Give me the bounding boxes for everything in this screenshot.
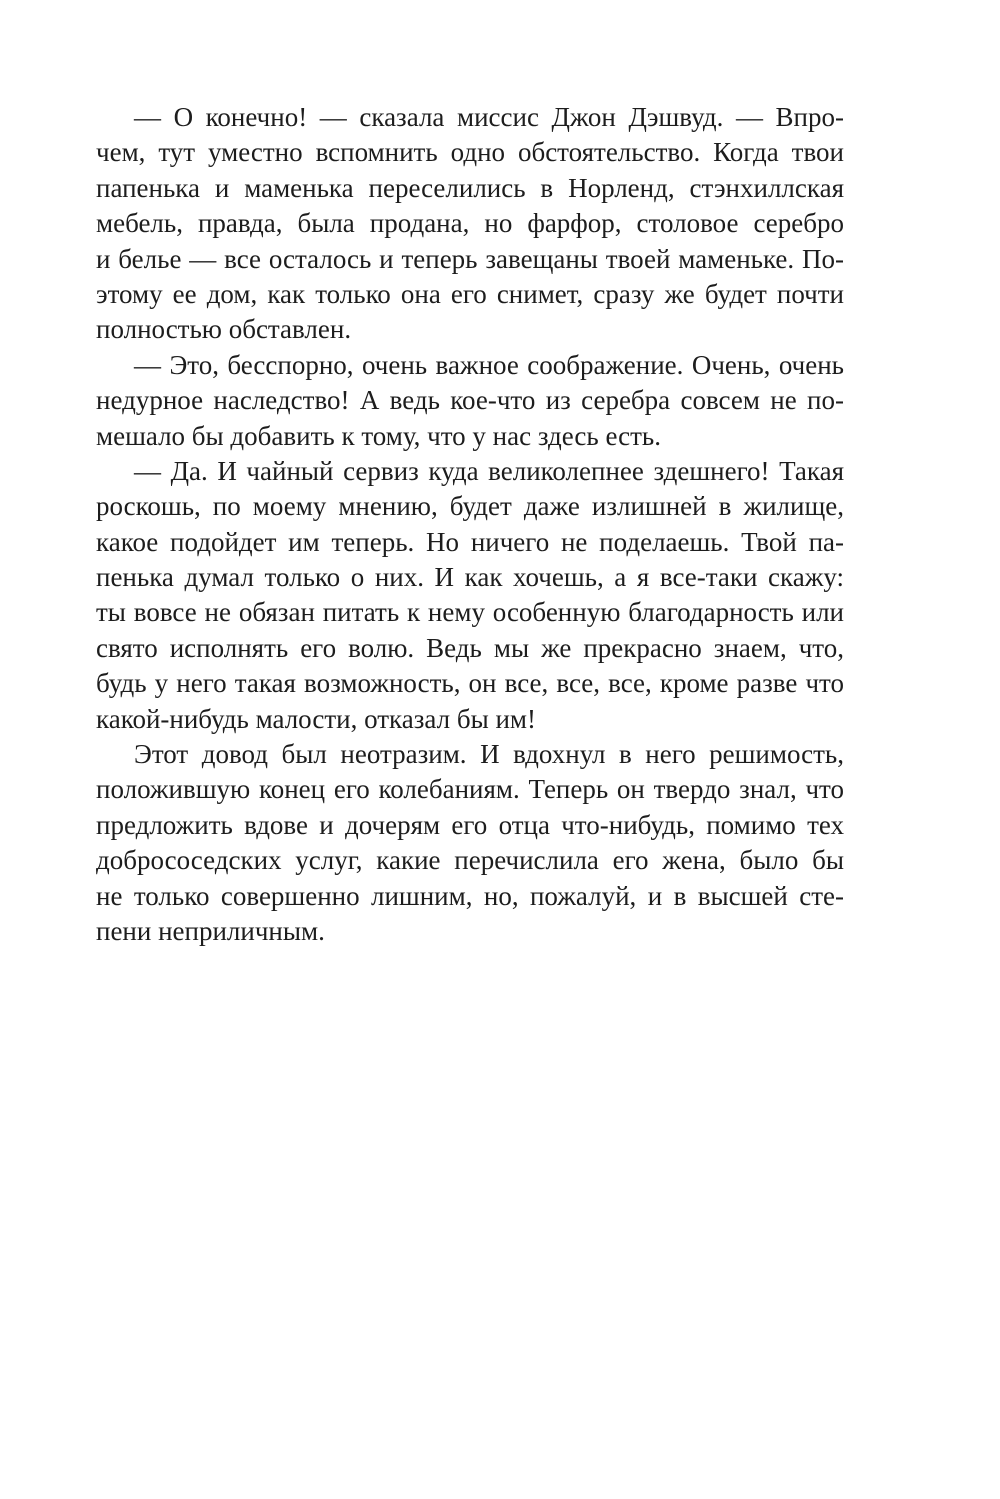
text-line: и белье — все осталось и теперь завещаны твоей маменьке. По- [96, 243, 844, 274]
paragraph-3 [96, 454, 844, 737]
text-line: — Это, бесспорно, очень важное соображение. Очень, очень [134, 349, 844, 380]
text-line: — О конечно! — сказала миссис Джон Дэшвуд. — Впро- [134, 102, 844, 132]
text-line: добрососедских услуг, какие перечислила его жена, было бы [96, 845, 844, 876]
text-line: мешало бы добавить к тому, что у нас здесь есть. [96, 420, 661, 451]
text-line: положившую конец его колебаниям. Теперь он твердо знал, что [96, 774, 844, 805]
text-line: свято исполнять его волю. Ведь мы же прекрасно знаем, что, [96, 632, 844, 663]
text-line: пени неприличным. [96, 915, 325, 946]
text-line: мебель, правда, была продана, но фарфор, столовое серебро [96, 208, 844, 239]
text-line: папенька и маменька переселились в Норленд, стэнхиллская [96, 172, 844, 203]
text-line: чем, тут уместно вспомнить одно обстоятельство. Когда твои [96, 137, 844, 168]
text-line: Этот довод был неотразим. И вдохнул в него решимость, [134, 739, 844, 770]
text-line: недурное наследство! А ведь кое-что из серебра совсем не по- [96, 385, 844, 416]
paragraph-2 [96, 348, 844, 454]
text-line: пенька думал только о них. И как хочешь, а я все-таки скажу: [96, 562, 844, 593]
text-line: этому ее дом, как только она его снимет, сразу же будет почти [96, 278, 844, 309]
text-line: ты вовсе не обязан питать к нему особенную благодарность или [96, 597, 844, 628]
text-line: какое подойдет им теперь. Но ничего не поделаешь. Твой па- [96, 526, 844, 557]
text-line: не только совершенно лишним, но, пожалуй, и в высшей сте- [96, 880, 844, 911]
book-page [96, 100, 844, 949]
text-line: полностью обставлен. [96, 314, 352, 345]
text-line: предложить вдове и дочерям его отца что-нибудь, помимо тех [96, 809, 844, 840]
paragraph-4 [96, 737, 844, 949]
text-line: какой-нибудь малости, отказал бы им! [96, 703, 536, 734]
text-line: будь у него такая возможность, он все, все, все, кроме разве что [96, 668, 844, 699]
paragraph-1 [96, 100, 844, 348]
text-line: — Да. И чайный сервиз куда великолепнее здешнего! Такая [134, 455, 844, 486]
text-line: роскошь, по моему мнению, будет даже излишней в жилище, [96, 491, 844, 522]
